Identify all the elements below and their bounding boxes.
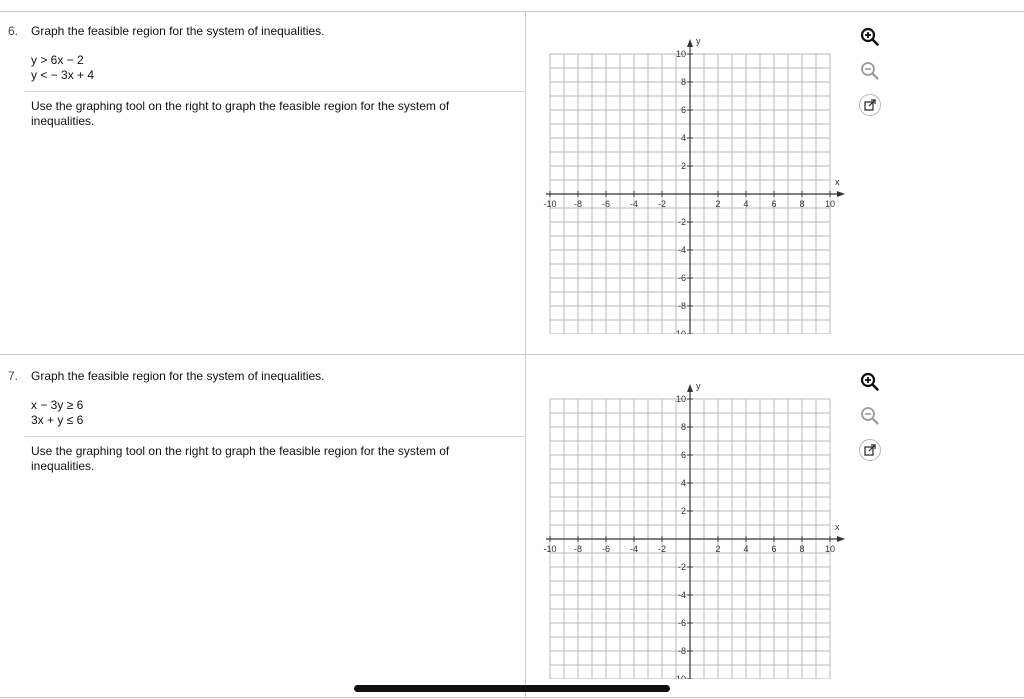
x-tick-label: 4 (743, 544, 749, 554)
x-axis-arrow (837, 191, 845, 197)
x-tick-label: -2 (657, 199, 667, 209)
y-tick-label: -2 (677, 217, 686, 227)
x-tick-label: 10 (824, 199, 836, 209)
x-tick-label: 2 (715, 544, 721, 554)
y-tick-label: -6 (677, 618, 686, 628)
instruction-text: Use the graphing tool on the right to graph the feasible region for the system of inequalities. (31, 444, 450, 473)
inequality-1: y > 6x − 2 (31, 53, 84, 67)
x-tick-label: -8 (573, 544, 583, 554)
y-tick-label: 2 (680, 161, 686, 171)
coordinate-grid[interactable] (540, 367, 850, 679)
x-tick-label: 6 (771, 199, 777, 209)
x-tick-label: -4 (629, 199, 639, 209)
question-title: Graph the feasible region for the system of inequalities. (31, 24, 325, 38)
x-axis-label: x (835, 522, 840, 532)
y-tick-label: 8 (680, 422, 686, 432)
question-number: 7. (8, 369, 19, 383)
zoom-out-icon (860, 406, 880, 426)
y-tick-label: 8 (680, 77, 686, 87)
zoom-in-button[interactable] (859, 371, 881, 393)
y-tick-label: 6 (680, 105, 686, 115)
inequality-2: 3x + y ≤ 6 (31, 413, 84, 427)
y-tick-label: 10 (675, 394, 686, 404)
y-tick-label: 6 (680, 450, 686, 460)
x-tick-label: -4 (629, 544, 639, 554)
y-tick-label: 4 (680, 133, 686, 143)
x-tick-label: -8 (573, 199, 583, 209)
x-tick-label: -6 (601, 199, 611, 209)
inequality-1: x − 3y ≥ 6 (31, 398, 84, 412)
column-divider-q7 (525, 355, 526, 697)
y-tick-label: -2 (677, 562, 686, 572)
top-border (0, 11, 1024, 12)
popout-button[interactable] (859, 439, 881, 461)
y-tick-label: 2 (680, 506, 686, 516)
y-axis-label: y (696, 36, 701, 46)
coordinate-grid[interactable] (540, 22, 850, 334)
y-axis-label: y (696, 381, 701, 391)
y-tick-label: -8 (677, 646, 686, 656)
instruction-text: Use the graphing tool on the right to graph the feasible region for the system of inequalities. (31, 99, 450, 128)
inequality-2: y < − 3x + 4 (31, 68, 95, 82)
popout-icon (864, 444, 876, 456)
x-tick-label: -6 (601, 544, 611, 554)
popout-button[interactable] (859, 94, 881, 116)
x-tick-label: 6 (771, 544, 777, 554)
popout-icon (864, 99, 876, 111)
zoom-out-button[interactable] (859, 405, 881, 427)
x-tick-label: 10 (824, 544, 836, 554)
zoom-in-icon (860, 27, 880, 47)
y-tick-label: 4 (680, 478, 686, 488)
x-tick-label: 2 (715, 199, 721, 209)
graphing-tool-q7[interactable] (540, 367, 850, 679)
x-tick-label: -10 (543, 544, 557, 554)
graphing-tool-q6[interactable] (540, 22, 850, 334)
y-tick-label: -10 (672, 674, 686, 679)
y-tick-label: -6 (677, 273, 686, 283)
y-axis-arrow (687, 384, 693, 392)
x-axis-label: x (835, 177, 840, 187)
separator (25, 91, 525, 92)
y-tick-label: -8 (677, 301, 686, 311)
zoom-in-icon (860, 372, 880, 392)
x-tick-label: 8 (799, 199, 805, 209)
x-tick-label: 8 (799, 544, 805, 554)
zoom-in-button[interactable] (859, 26, 881, 48)
y-tick-label: -10 (672, 329, 686, 334)
y-tick-label: 10 (675, 49, 686, 59)
question-title: Graph the feasible region for the system of inequalities. (31, 369, 325, 383)
horizontal-scrollbar[interactable] (354, 685, 670, 692)
x-axis-arrow (837, 536, 845, 542)
y-tick-label: -4 (677, 245, 686, 255)
y-axis-arrow (687, 39, 693, 47)
bottom-border (0, 697, 1024, 698)
x-tick-label: 4 (743, 199, 749, 209)
y-tick-label: -4 (677, 590, 686, 600)
separator (25, 436, 525, 437)
zoom-out-button[interactable] (859, 60, 881, 82)
question-number: 6. (8, 24, 19, 38)
zoom-out-icon (860, 61, 880, 81)
x-tick-label: -2 (657, 544, 667, 554)
x-tick-label: -10 (543, 199, 557, 209)
section-divider (0, 354, 1024, 355)
column-divider-q6 (525, 11, 526, 354)
